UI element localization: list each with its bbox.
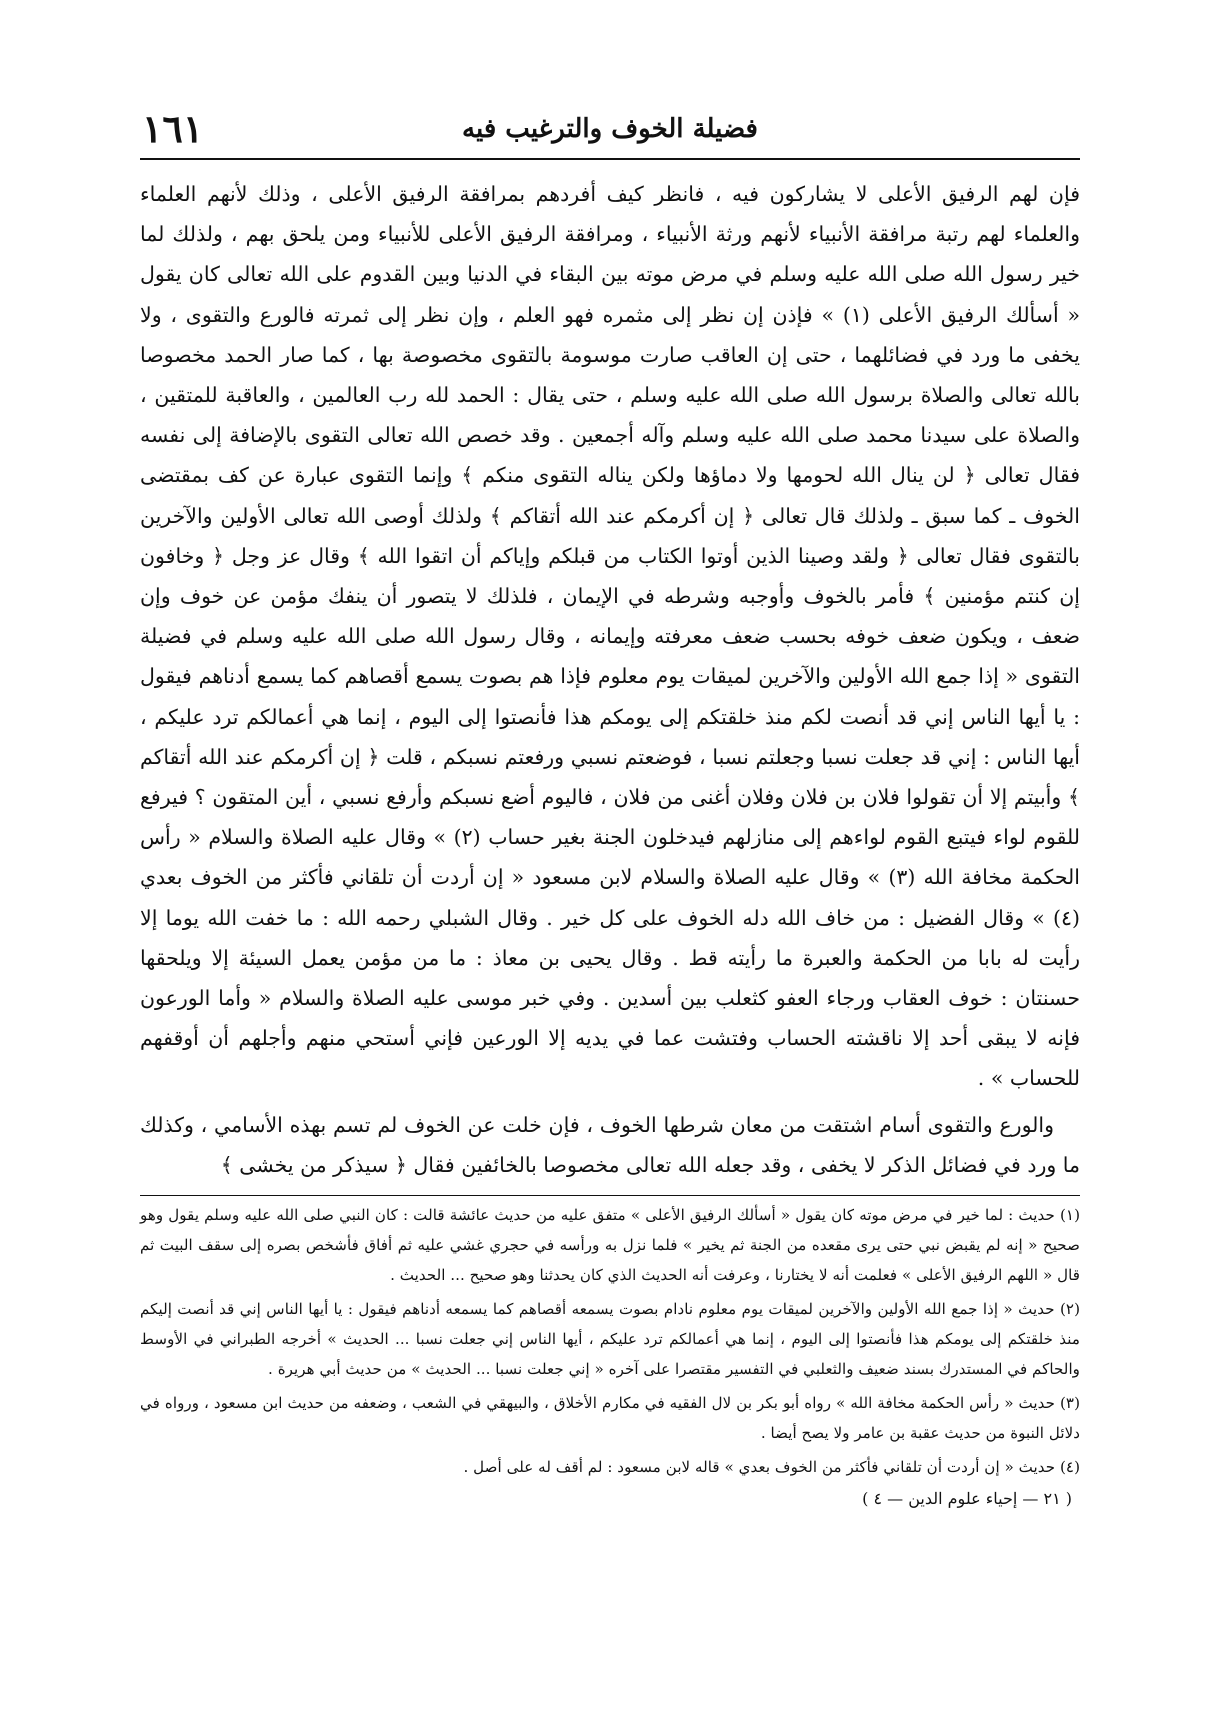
paragraph: فإن لهم الرفيق الأعلى لا يشاركون فيه ، فانظر كيف أفردهم بمرافقة الرفيق الأعلى ، وذلك لأنهم العلماء والعلماء لهم رتبة مرافقة الأنبياء لأنهم ورثة الأنبياء ، ومرافقة الرفيق الأعلى للأنبياء ومن يلحق بهم ، ولذلك لما خير رسول الله صلى الله عليه وسلم في مرض موته بين البقاء في الدنيا وبين القدوم على الله تعالى كان يقول « أسألك الرفيق الأعلى (١) » فإذن إن نظر إلى مثمره فهو العلم ، وإن نظر إلى ثمرته فالورع والتقوى ، ولا يخفى ما ورد في فضائلهما ، حتى إن العاقب صارت موسومة بالتقوى مخصوصة بها ، كما صار الحمد مخصوصا بالله تعالى والصلاة برسول الله صلى الله عليه وسلم ، حتى يقال : الحمد لله رب العالمين ، والعاقبة للمتقين ، والصلاة على سيدنا محمد صلى الله عليه وسلم وآله أجمعين . وقد خصص الله تعالى التقوى بالإضافة إلى نفسه فقال تعالى ﴿ لن ينال الله لحومها ولا دماؤها ولكن يناله التقوى منكم ﴾ وإنما التقوى عبارة عن كف بمقتضى الخوف ـ كما سبق ـ ولذلك قال تعالى ﴿ إن أكرمكم عند الله أتقاكم ﴾ ولذلك أوصى الله تعالى الأولين والآخرين بالتقوى فقال تعالى ﴿ ولقد وصينا الذين أوتوا الكتاب من قبلكم وإياكم أن اتقوا الله ﴾ وقال عز وجل ﴿ وخافون إن كنتم مؤمنين ﴾ فأمر بالخوف وأوجبه وشرطه في الإيمان ، فلذلك لا يتصور أن ينفك مؤمن عن خوف وإن ضعف ، ويكون ضعف خوفه بحسب ضعف معرفته وإيمانه ، وقال رسول الله صلى الله عليه وسلم في فضيلة التقوى « إذا جمع الله الأولين والآخرين لميقات يوم معلوم فإذا هم بصوت يسمع أقصاهم كما يسمع أدناهم فيقول : يا أيها الناس إني قد أنصت لكم منذ خلقتكم إلى يومكم هذا فأنصتوا إلى اليوم ، إنما هي أعمالكم ترد عليكم ، أيها الناس : إني قد جعلت نسبا وجعلتم نسبا ، فوضعتم نسبي ورفعتم نسبكم ، قلت ﴿ إن أكرمكم عند الله أتقاكم ﴾ وأبيتم إلا أن تقولوا فلان بن فلان وفلان أغنى من فلان ، فاليوم أضع نسبكم وأرفع نسبي ، أين المتقون ؟ فيرفع للقوم لواء فيتبع القوم لواءهم إلى منازلهم فيدخلون الجنة بغير حساب (٢) » وقال عليه الصلاة والسلام « رأس الحكمة مخافة الله (٣) » وقال عليه الصلاة والسلام لابن مسعود « إن أردت أن تلقاني فأكثر من الخوف بعدي (٤) » وقال الفضيل : من خاف الله دله الخوف على كل خير . وقال الشبلي رحمه الله : ما خفت الله يوما إلا رأيت له بابا من الحكمة والعبرة ما رأيته قط . وقال يحيى بن معاذ : ما من مؤمن يعمل السيئة إلا ويلحقها حسنتان : خوف العقاب ورجاء العفو كثعلب بين أسدين . وفي خبر موسى عليه الصلاة والسلام « وأما الورعون فإنه لا يبقى أحد إلا ناقشته الحساب وفتشت عما في يديه إلا الورعين فإني أستحي منهم وأجلهم أن أوقفهم للحساب » . <box>140 182 1081 1091</box>
footnote-4: (٤) حديث « إن أردت أن تلقاني فأكثر من الخوف بعدي » قاله لابن مسعود : لم أقف له على أصل . <box>463 1458 1080 1477</box>
footnotes <box>140 1200 1080 1482</box>
footnote-1: (١) حديث : لما خير في مرض موته كان يقول « أسألك الرفيق الأعلى » متفق عليه من حديث عائشة قالت : كان النبي صلى الله عليه وسلم يقول وهو صحيح « إنه لم يقبض نبي حتى يرى مقعده من الجنة ثم يخير » فلما نزل به ورأسه في حجري غشي عليه ثم أفاق فأشخص بصره إلى سقف البيت ثم قال « اللهم الرفيق الأعلى » فعلمت أنه لا يختارنا ، وعرفت أنه الحديث الذي كان يحدثنا وهو صحيح ... الحديث . <box>140 1206 1080 1285</box>
book-page <box>140 100 1080 1680</box>
footnote-3: (٣) حديث « رأس الحكمة مخافة الله » رواه أبو بكر بن لال الفقيه في مكارم الأخلاق ، والبيهقي في الشعب ، وضعفه من حديث ابن مسعود ، ورواه في دلائل النبوة من حديث عقبة بن عامر ولا يصح أيضا . <box>140 1394 1080 1443</box>
footnote-2: (٢) حديث « إذا جمع الله الأولين والآخرين لميقات يوم معلوم نادام بصوت يسمعه أقصاهم كما يسمعه أدناهم فيقول : يا أيها الناس إني قد أنصت إليكم منذ خلقتكم إلى يومكم هذا فأنصتوا إلى اليوم ، إنما هي أعمالكم ترد عليكم ، أيها الناس إني جعلت نسبا ... الحديث » أخرجه الطبراني في الأوسط والحاكم في المستدرك بسند ضعيف والثعلبي في التفسير مقتصرا على آخره « إني جعلت نسبا ... الحديث » من حديث أبي هريرة . <box>140 1300 1080 1379</box>
printer-signature: ( ٢١ — إحياء علوم الدين — ٤ ) <box>862 1489 1072 1509</box>
footnote-divider <box>140 1195 1080 1196</box>
paragraph: والورع والتقوى أسام اشتقت من معان شرطها الخوف ، فإن خلت عن الخوف لم تسم بهذه الأسامي ، وكذلك ما ورد في فضائل الذكر لا يخفى ، وقد جعله الله تعالى مخصوصا بالخائفين فقال ﴿ سيذكر من يخشى ﴾ <box>140 1112 1080 1177</box>
page-number: ١٦١ <box>142 106 204 151</box>
running-title: فضيلة الخوف والترغيب فيه <box>462 114 758 144</box>
page-header <box>140 100 1080 160</box>
main-text <box>140 174 1080 1185</box>
